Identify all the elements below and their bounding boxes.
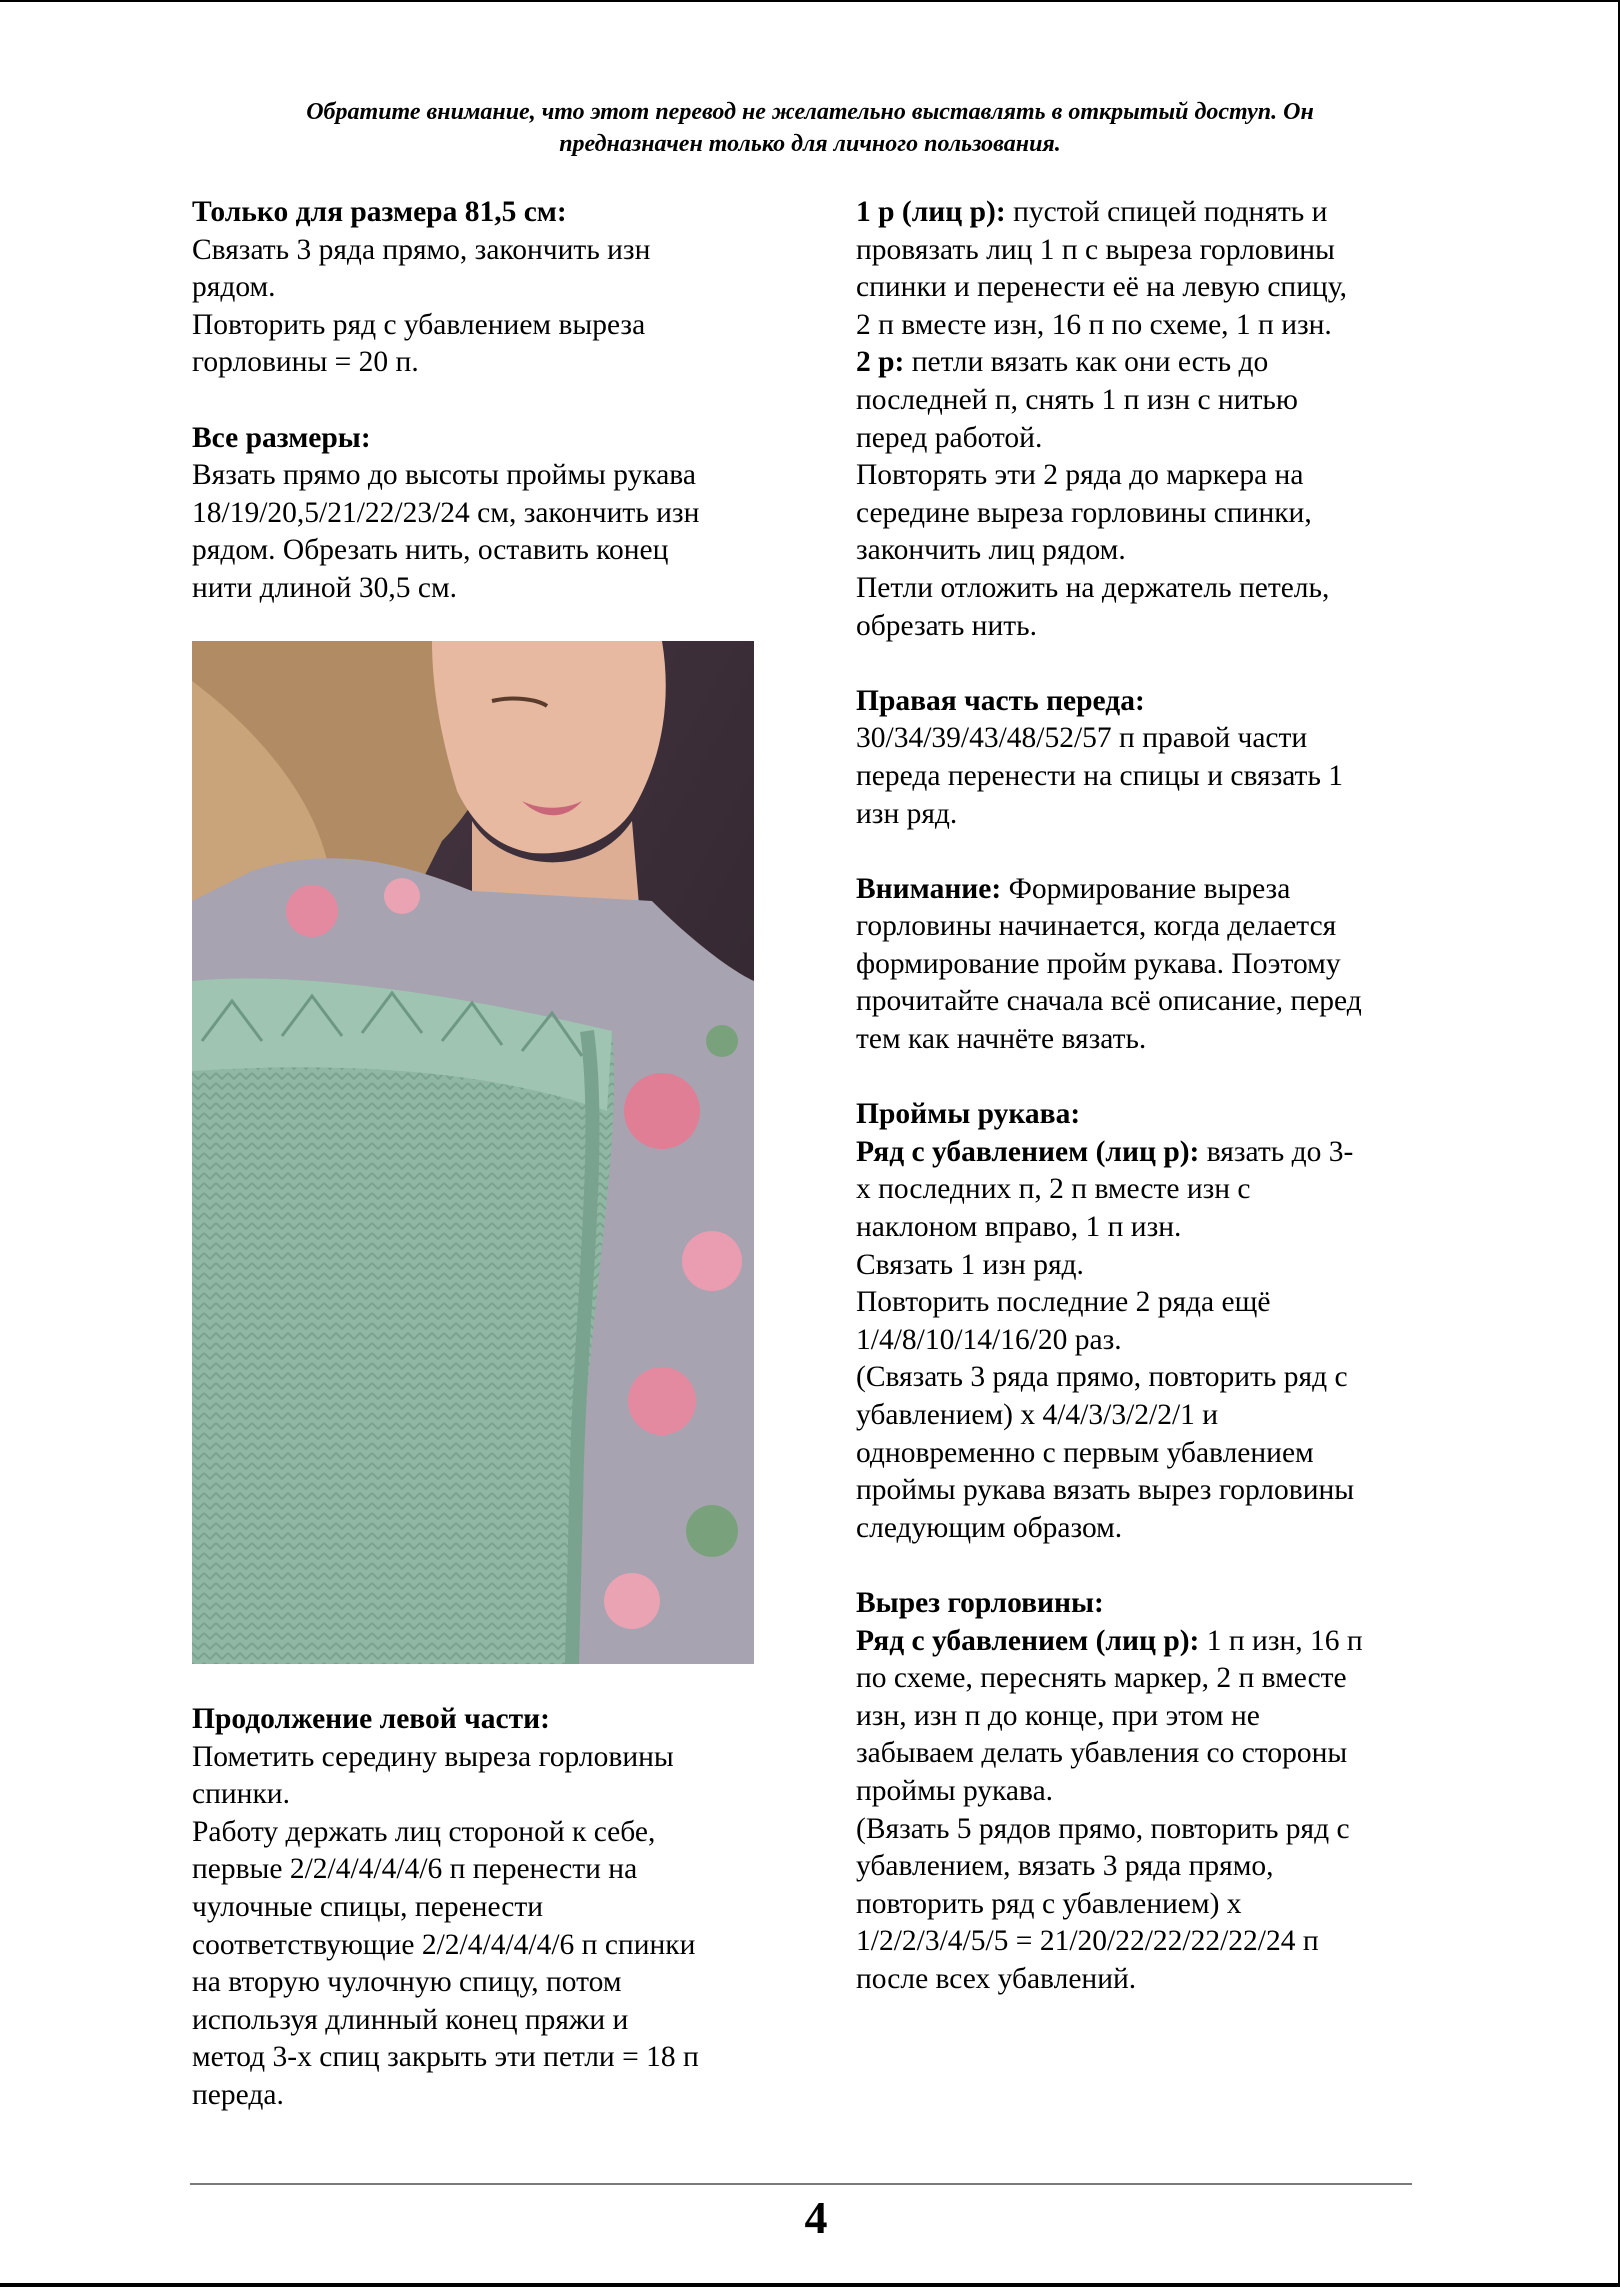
text-line: на вторую чулочную спицу, потом <box>192 1966 622 1999</box>
text-span: пустой спицей поднять и <box>1005 196 1328 228</box>
text-span: Формирование выреза <box>1001 872 1291 905</box>
text-line: после всех убавлений. <box>856 1962 1137 1995</box>
attention-label: Внимание: <box>856 872 1002 905</box>
row-label: 1 р (лиц р): <box>856 196 1006 228</box>
text-line: следующим образом. <box>856 1511 1123 1544</box>
text-line: 2 п вместе изн, 16 п по схеме, 1 п изн. <box>856 308 1332 341</box>
text-line: соответствующие 2/2/4/4/4/4/6 п спинки <box>192 1928 696 1961</box>
text-line: Петли отложить на держатель петель, <box>856 571 1330 604</box>
text-line: метод 3-х спиц закрыть эти петли = 18 п <box>192 2041 699 2074</box>
text-line: рядом. <box>192 271 276 304</box>
page-border-top <box>0 0 1620 2</box>
text-line: первые 2/2/4/4/4/4/6 п перенести на <box>192 1853 638 1886</box>
text-line: Работу держать лиц стороной к себе, <box>192 1815 656 1848</box>
text-line: повторить ряд с убавлением) х <box>856 1887 1242 1920</box>
model-photo <box>192 641 754 1664</box>
notice-line-1: Обратите внимание, что этот перевод не желательно выставлять в открытый доступ. Он <box>306 99 1314 125</box>
row-label: Ряд с убавлением (лиц р): <box>856 1624 1200 1657</box>
row-label: 2 р: <box>856 346 905 379</box>
left-column-top <box>192 194 782 608</box>
text-line: прочитайте сначала всё описание, перед <box>856 985 1362 1018</box>
right-column <box>856 194 1436 1999</box>
text-line: Вязать прямо до высоты проймы рукава <box>192 459 696 492</box>
text-line <box>856 1134 1436 1172</box>
text-span: 1 п изн, 16 п <box>1199 1624 1363 1657</box>
text-line: одновременно с первым убавлением <box>856 1436 1314 1469</box>
text-line: 30/34/39/43/48/52/57 п правой части <box>856 722 1308 755</box>
notice-line-2: предназначен только для личного пользования. <box>559 131 1061 157</box>
text-line: используя длинный конец пряжи и <box>192 2003 629 2036</box>
text-line: Повторять эти 2 ряда до маркера на <box>856 459 1304 492</box>
text-line: формирование пройм рукава. Поэтому <box>856 947 1341 980</box>
text-line: х последних п, 2 п вместе изн с <box>856 1173 1251 1206</box>
text-line <box>856 871 1436 909</box>
text-line: спинки и перенести её на левую спицу, <box>856 271 1347 304</box>
text-line: спинки. <box>192 1778 290 1811</box>
text-line: тем как начнёте вязать. <box>856 1023 1147 1056</box>
text-line: (Связать 3 ряда прямо, повторить ряд с <box>856 1361 1348 1394</box>
text-line: нити длиной 30,5 см. <box>192 571 457 604</box>
text-line: изн, изн п до конце, при этом не <box>856 1699 1260 1732</box>
text-span: вязать до 3- <box>1199 1135 1354 1168</box>
text-line: Повторить последние 2 ряда ещё <box>856 1286 1271 1319</box>
section-heading-size-815: Только для размера 81,5 см: <box>192 196 567 228</box>
footer-divider <box>190 2183 1412 2185</box>
text-line: переда. <box>192 2078 284 2111</box>
page-border-bottom <box>0 2283 1620 2287</box>
text-line <box>856 344 1436 382</box>
text-line: рядом. Обрезать нить, оставить конец <box>192 534 669 567</box>
text-line: закончить лиц рядом. <box>856 534 1126 567</box>
text-line: 1/4/8/10/14/16/20 раз. <box>856 1323 1122 1356</box>
page-number: 4 <box>804 2192 828 2243</box>
text-span: петли вязать как они есть до <box>904 346 1269 379</box>
section-heading-neckline: Вырез горловины: <box>856 1586 1104 1619</box>
text-line: 1/2/2/3/4/5/5 = 21/20/22/22/22/22/24 п <box>856 1925 1319 1958</box>
text-line: Повторить ряд с убавлением выреза <box>192 308 646 341</box>
text-line: горловины начинается, когда делается <box>856 910 1337 943</box>
text-line: проймы рукава вязать вырез горловины <box>856 1474 1355 1507</box>
text-line: забываем делать убавления со стороны <box>856 1737 1348 1770</box>
text-line: обрезать нить. <box>856 609 1037 642</box>
text-line: провязать лиц 1 п с выреза горловины <box>856 233 1335 266</box>
text-line <box>856 1623 1436 1661</box>
section-heading-continuation: Продолжение левой части: <box>192 1703 550 1735</box>
text-line <box>856 194 1436 232</box>
text-line: (Вязать 5 рядов прямо, повторить ряд с <box>856 1812 1350 1845</box>
privacy-notice <box>190 96 1430 160</box>
left-column-bottom <box>192 1701 782 2115</box>
text-line: последней п, снять 1 п изн с нитью <box>856 383 1298 416</box>
text-line: по схеме, переснять маркер, 2 п вместе <box>856 1662 1347 1695</box>
text-line: перед работой. <box>856 421 1043 454</box>
text-line: переда перенести на спицы и связать 1 <box>856 759 1344 792</box>
text-line: наклоном вправо, 1 п изн. <box>856 1211 1182 1244</box>
text-line: убавлением) х 4/4/3/3/2/2/1 и <box>856 1399 1219 1431</box>
text-line: проймы рукава. <box>856 1774 1054 1807</box>
row-label: Ряд с убавлением (лиц р): <box>856 1135 1200 1168</box>
text-line: Пометить середину выреза горловины <box>192 1740 674 1773</box>
text-line: убавлением, вязать 3 ряда прямо, <box>856 1850 1274 1883</box>
text-line: изн ряд. <box>856 797 958 830</box>
section-heading-armholes: Проймы рукава: <box>856 1098 1081 1131</box>
text-line: горловины = 20 п. <box>192 346 419 379</box>
section-heading-all-sizes: Все размеры: <box>192 421 371 454</box>
text-line: 18/19/20,5/21/22/23/24 см, закончить изн <box>192 496 700 529</box>
text-line: Связать 3 ряда прямо, закончить изн <box>192 233 651 266</box>
text-line: Связать 1 изн ряд. <box>856 1248 1084 1281</box>
text-line: чулочные спицы, перенести <box>192 1890 544 1923</box>
section-heading-right-front: Правая часть переда: <box>856 684 1145 717</box>
text-line: середине выреза горловины спинки, <box>856 496 1312 529</box>
